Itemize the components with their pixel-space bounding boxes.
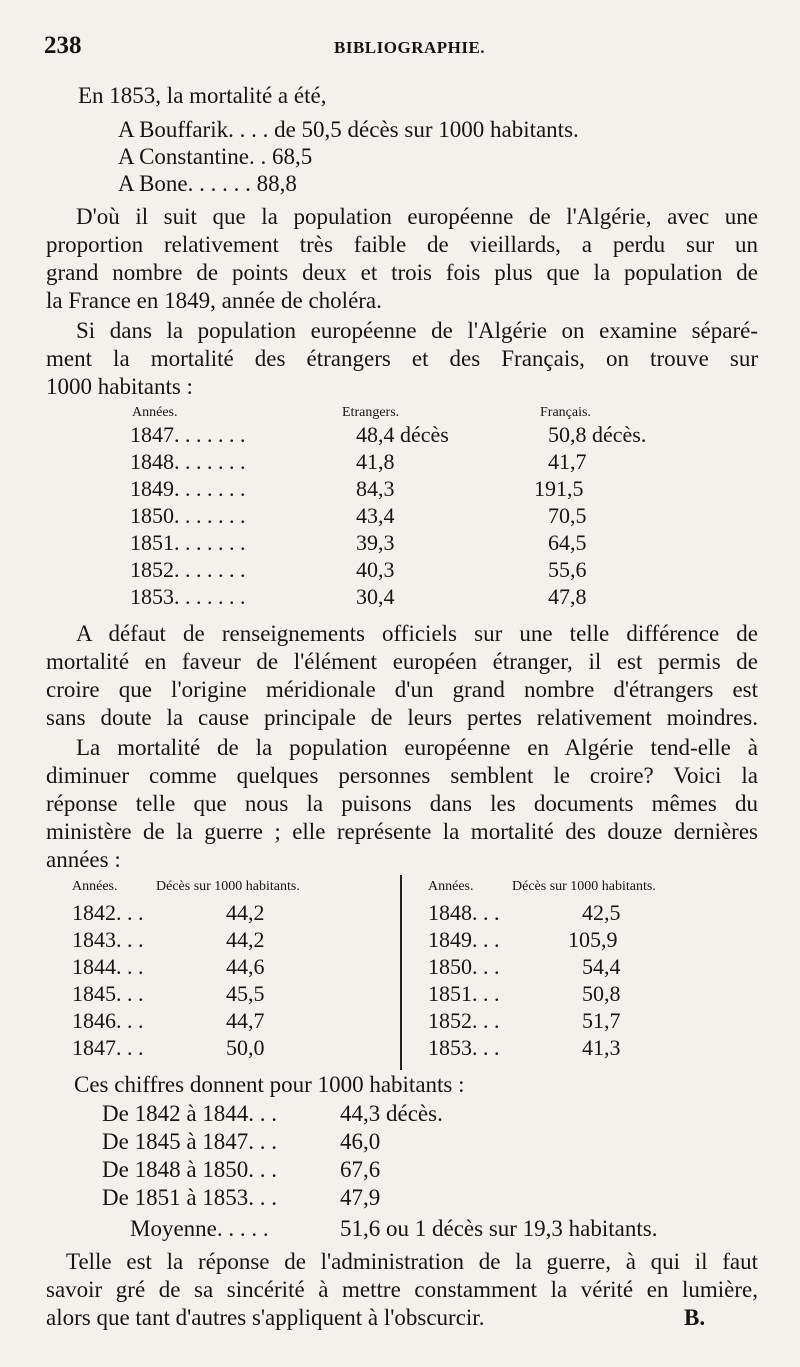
table-row xyxy=(428,1035,748,1061)
summary-row xyxy=(102,1185,602,1211)
para-line: grand nombre de points deux et trois fois plus que la population de xyxy=(46,260,758,285)
foreigners-cell: 41,8 xyxy=(356,449,395,474)
table-header: Décès sur 1000 habitants. xyxy=(156,879,300,894)
year-cell: 1848. . . . . . . xyxy=(130,449,246,474)
year-cell: 1850. . . . . . . xyxy=(130,503,246,528)
city-line: A Bone. . . . . . 88,8 xyxy=(118,171,297,196)
para-line: 1000 habitants : xyxy=(46,374,193,399)
year-cell: 1849. . . xyxy=(428,927,500,952)
signature: B. xyxy=(684,1305,706,1330)
summary-intro: Ces chiffres donnent pour 1000 habitants : xyxy=(74,1072,465,1097)
rate-cell: 50,8 xyxy=(582,981,621,1006)
para-line: croire que l'origine méridionale d'un grand nombre d'étrangers est xyxy=(46,677,758,702)
french-cell: 191,5 xyxy=(534,476,584,501)
para-line: la France en 1849, année de choléra. xyxy=(46,288,382,313)
table-row xyxy=(130,557,710,583)
para-line: D'où il suit que la population européenne de l'Algérie, avec une xyxy=(76,204,758,229)
rate-cell: 44,7 xyxy=(226,1008,265,1033)
year-cell: 1849. . . . . . . xyxy=(130,476,246,501)
year-cell: 1852. . . . . . . xyxy=(130,557,246,582)
city-line: A Bouffarik. . . . de 50,5 décès sur 1000 habitants. xyxy=(118,117,579,142)
para-line: La mortalité de la population européenne en Algérie tend-elle à xyxy=(76,735,758,760)
page-header xyxy=(44,32,764,66)
rate-cell: 67,6 xyxy=(340,1157,381,1182)
rate-cell: 42,5 xyxy=(582,900,621,925)
year-cell: 1853. . . . . . . xyxy=(130,584,246,609)
summary-row xyxy=(102,1157,602,1183)
table-header: Années. xyxy=(132,405,178,420)
para-line: proportion relativement très faible de vieillards, a perdu sur un xyxy=(46,232,758,257)
summary-row xyxy=(102,1129,602,1155)
year-cell: 1851. . . xyxy=(428,981,500,1006)
table-row xyxy=(72,981,392,1007)
para-line: ministère de la guerre ; elle représente la mortalité des douze dernières xyxy=(46,819,758,844)
rate-cell: 51,7 xyxy=(582,1008,621,1033)
table-row xyxy=(72,954,392,980)
french-cell: 55,6 xyxy=(548,557,587,582)
column-divider xyxy=(400,875,402,1070)
running-title: BIBLIOGRAPHIE. xyxy=(334,38,486,57)
para-line: années : xyxy=(46,847,121,872)
foreigners-cell: 40,3 xyxy=(356,557,395,582)
rate-cell: 105,9 xyxy=(568,927,618,952)
para-line: sans doute la cause principale de leurs pertes relativement moindres. xyxy=(46,705,758,730)
rate-cell: 41,3 xyxy=(582,1035,621,1060)
french-cell: 50,8 décès. xyxy=(548,422,647,447)
para-line: diminuer comme quelques personnes semblent le croire? Voici la xyxy=(46,763,758,788)
year-cell: 1843. . . xyxy=(72,927,144,952)
year-cell: 1845. . . xyxy=(72,981,144,1006)
intro-line: En 1853, la mortalité a été, xyxy=(78,83,327,108)
table-header: Années. xyxy=(72,879,118,894)
city-line: A Constantine. . 68,5 xyxy=(118,144,313,169)
rate-cell: 44,2 xyxy=(226,927,265,952)
average-row xyxy=(130,1216,780,1242)
foreigners-cell: 43,4 xyxy=(356,503,395,528)
foreigners-cell: 48,4 décès xyxy=(356,422,449,447)
table-header: Décès sur 1000 habitants. xyxy=(512,879,656,894)
foreigners-cell: 84,3 xyxy=(356,476,395,501)
french-cell: 70,5 xyxy=(548,503,587,528)
page-number: 238 xyxy=(44,32,82,59)
period-cell: De 1848 à 1850. . . xyxy=(102,1157,278,1182)
para-line: Si dans la population européenne de l'Algérie on examine séparé- xyxy=(76,318,758,343)
year-cell: 1842. . . xyxy=(72,900,144,925)
year-cell: 1851. . . . . . . xyxy=(130,530,246,555)
table-row xyxy=(130,449,710,475)
table-row xyxy=(428,1008,748,1034)
table-row xyxy=(72,900,392,926)
table-row xyxy=(428,954,748,980)
rate-cell: 46,0 xyxy=(340,1129,381,1154)
table-row xyxy=(428,927,748,953)
table-row xyxy=(72,1035,392,1061)
foreigners-cell: 30,4 xyxy=(356,584,395,609)
table-row xyxy=(428,981,748,1007)
rate-cell: 44,3 décès. xyxy=(340,1101,443,1126)
table-header: Français. xyxy=(540,405,591,420)
para-line: alors que tant d'autres s'appliquent à l'obscurcir. xyxy=(46,1305,485,1330)
table-row xyxy=(130,476,710,502)
table-row xyxy=(130,422,710,448)
table-header: Années. xyxy=(428,879,474,894)
para-line: réponse telle que nous la puisons dans les documents mêmes du xyxy=(46,791,758,816)
year-cell: 1847. . . xyxy=(72,1035,144,1060)
rate-cell: 50,0 xyxy=(226,1035,265,1060)
rate-cell: 54,4 xyxy=(582,954,621,979)
rate-cell: 44,2 xyxy=(226,900,265,925)
table-row xyxy=(130,584,710,610)
rate-cell: 47,9 xyxy=(340,1185,381,1210)
para-line: A défaut de renseignements officiels sur une telle différence de xyxy=(76,621,758,646)
french-cell: 64,5 xyxy=(548,530,587,555)
table-row xyxy=(72,927,392,953)
table-row xyxy=(130,503,710,529)
table-row xyxy=(130,530,710,556)
year-cell: 1852. . . xyxy=(428,1008,500,1033)
table-row xyxy=(428,900,748,926)
period-cell: De 1842 à 1844. . . xyxy=(102,1101,278,1126)
summary-row xyxy=(102,1101,602,1127)
year-cell: 1847. . . . . . . xyxy=(130,422,246,447)
table-header: Etrangers. xyxy=(342,405,400,420)
year-cell: 1848. . . xyxy=(428,900,500,925)
french-cell: 47,8 xyxy=(548,584,587,609)
rate-cell: 45,5 xyxy=(226,981,265,1006)
average-label: Moyenne. . . . . xyxy=(130,1216,269,1241)
foreigners-cell: 39,3 xyxy=(356,530,395,555)
para-line: ment la mortalité des étrangers et des Français, on trouve sur xyxy=(46,346,758,371)
french-cell: 41,7 xyxy=(548,449,587,474)
year-cell: 1844. . . xyxy=(72,954,144,979)
rate-cell: 44,6 xyxy=(226,954,265,979)
year-cell: 1850. . . xyxy=(428,954,500,979)
period-cell: De 1845 à 1847. . . xyxy=(102,1129,278,1154)
table-row xyxy=(72,1008,392,1034)
average-value: 51,6 ou 1 décès sur 19,3 habitants. xyxy=(340,1216,658,1241)
year-cell: 1853. . . xyxy=(428,1035,500,1060)
para-line: mortalité en faveur de l'élément européen étranger, il est permis de xyxy=(46,649,758,674)
period-cell: De 1851 à 1853. . . xyxy=(102,1185,278,1210)
para-line: savoir gré de sa sincérité à mettre constamment la vérité en lumière, xyxy=(46,1277,758,1302)
para-line: Telle est la réponse de l'administration de la guerre, à qui il faut xyxy=(66,1249,758,1274)
year-cell: 1846. . . xyxy=(72,1008,144,1033)
